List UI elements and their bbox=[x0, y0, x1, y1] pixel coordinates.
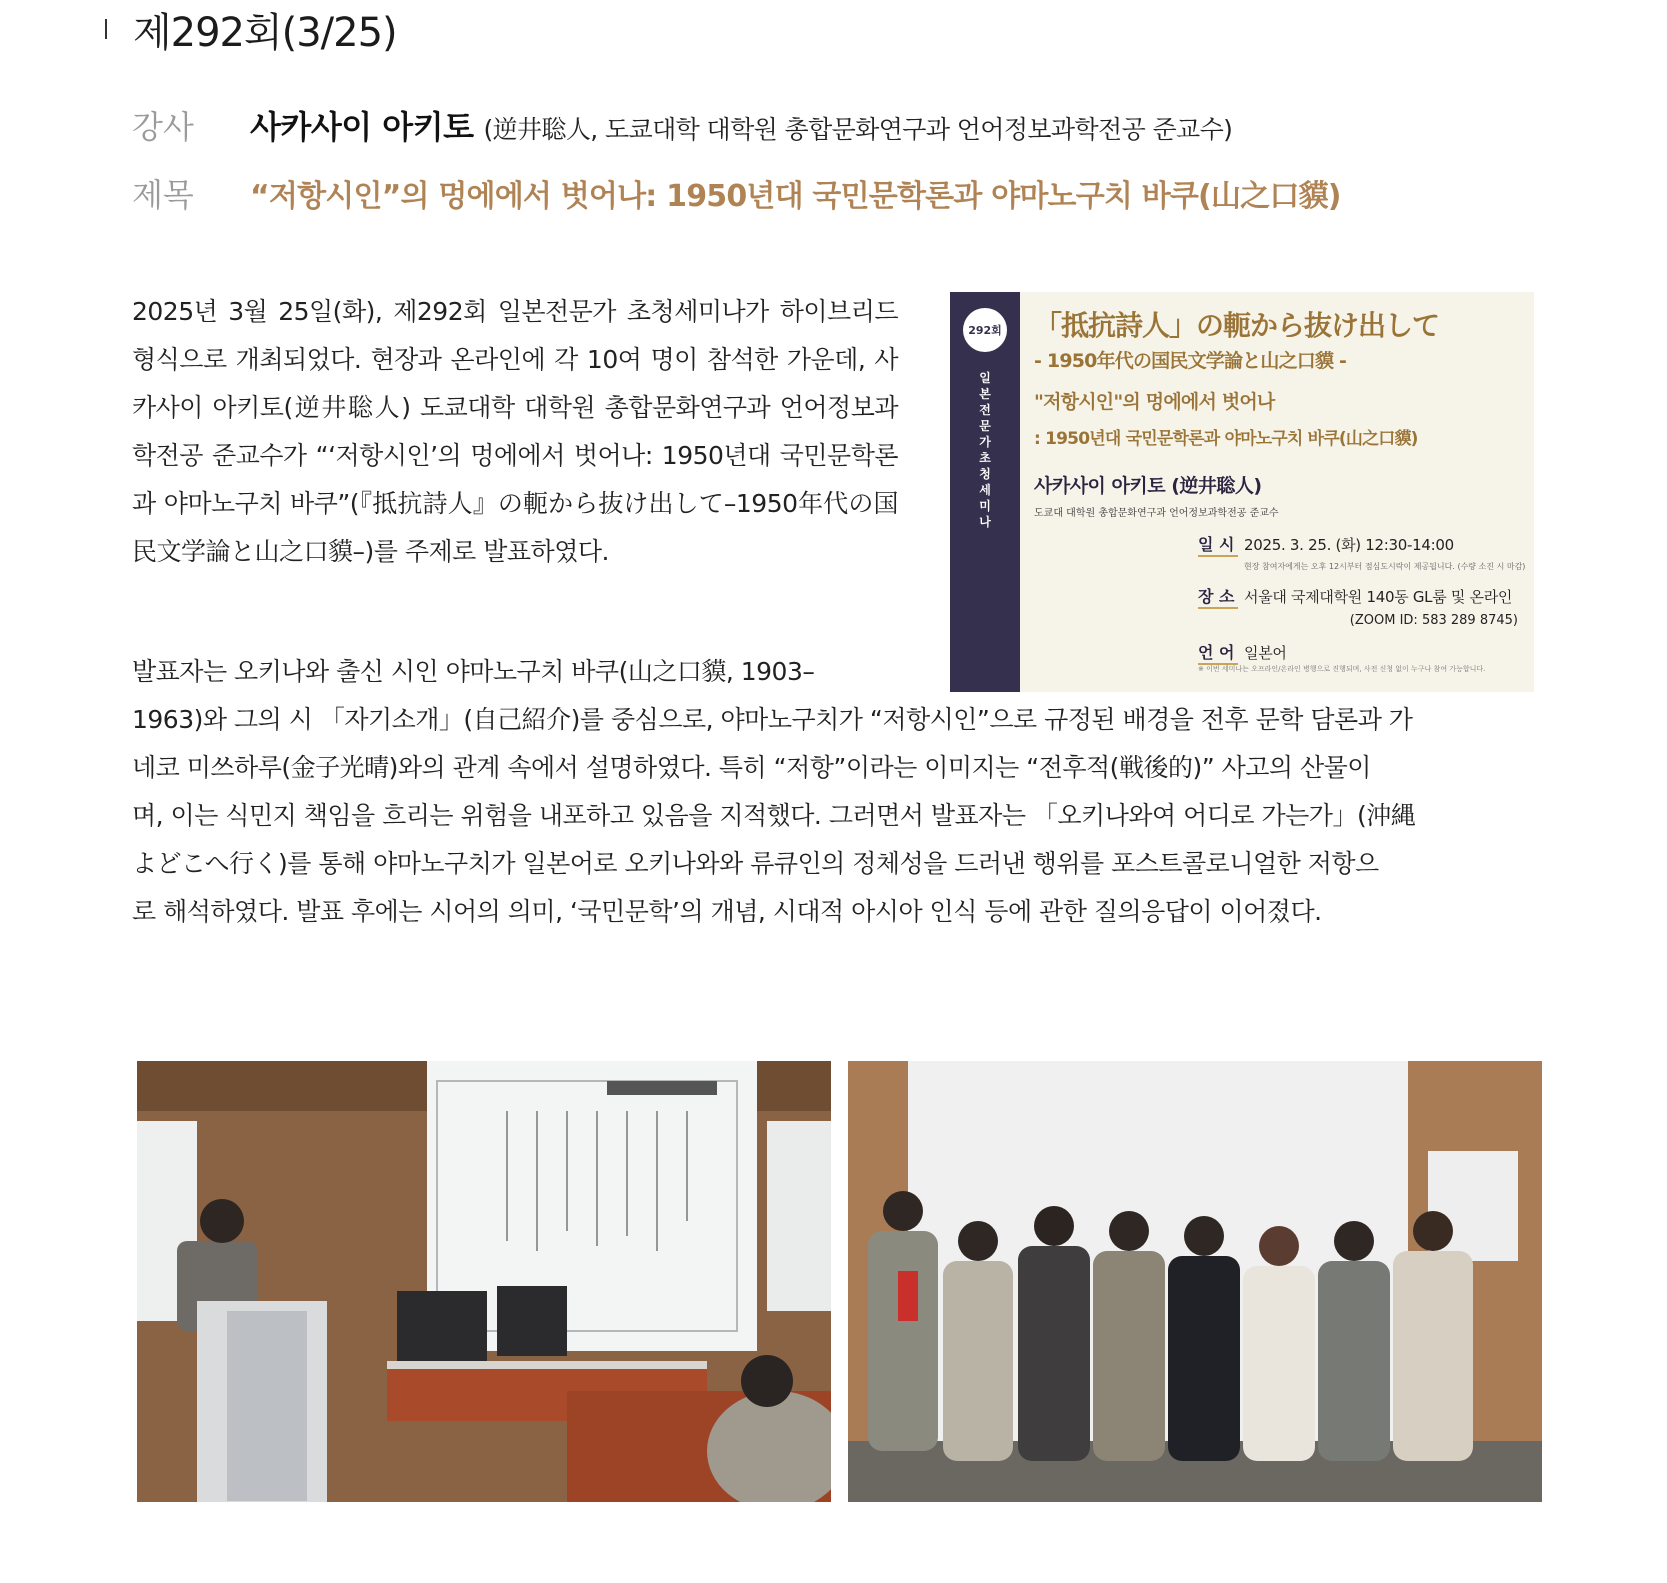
group-photo-image bbox=[848, 1061, 1542, 1502]
poster-speaker: 사카사이 아키토 (逆井聡人) bbox=[1034, 475, 1262, 497]
poster-date-note: 현장 참여자에게는 오후 12시부터 점심도시락이 제공됩니다. (수량 소진 시 마감) bbox=[1244, 562, 1526, 571]
title-label: 제목 bbox=[132, 176, 194, 214]
header-divider bbox=[105, 19, 107, 39]
group-photo bbox=[848, 1061, 1542, 1502]
poster-jp-subtitle: - 1950年代の国民文学論と山之口貘 - bbox=[1034, 350, 1347, 372]
lecture-photo-image bbox=[137, 1061, 831, 1502]
talk-title: “저항시인”의 멍에에서 벗어나: 1950년대 국민문학론과 야마노구치 바쿠(山之口貘) bbox=[250, 179, 1341, 214]
seminar-poster bbox=[950, 292, 1534, 692]
title-row bbox=[132, 170, 1341, 216]
poster-place-row bbox=[1198, 584, 1518, 609]
poster-side-text: 일본전문가 초청세미나 bbox=[979, 371, 991, 529]
poster-main bbox=[1020, 292, 1534, 692]
poster-kr-subtitle: : 1950년대 국민문학론과 야마노구치 바쿠(山之口貘) bbox=[1034, 429, 1418, 449]
paragraph-line: 1963)와 그의 시 「자기소개」(自己紹介)를 중심으로, 야마노구치가 “저항시인”으로 규정된 배경을 전후 문학 담론과 가 bbox=[132, 705, 1413, 734]
page-title: 제292회(3/25) bbox=[133, 9, 397, 56]
paragraph-line: 로 해석하였다. 발표 후에는 시어의 의미, ‘국민문학’의 개념, 시대적 아시아 인식 등에 관한 질의응답이 이어졌다. bbox=[132, 897, 1322, 926]
poster-date-row bbox=[1198, 532, 1518, 557]
paragraph-line: 네코 미쓰하루(金子光晴)와의 관계 속에서 설명하였다. 특히 “저항”이라는 이미지는 “전후적(戦後的)” 사고의 산물이 bbox=[132, 753, 1371, 782]
poster-lang-label: 언 어 bbox=[1198, 640, 1238, 665]
poster-lang-value: 일본어 bbox=[1244, 644, 1287, 662]
section-header bbox=[105, 4, 397, 54]
poster-footnote: ※ 이번 세미나는 오프라인/온라인 병행으로 진행되며, 사전 신청 없이 누구나 참여 가능합니다. bbox=[1198, 665, 1486, 673]
poster-info bbox=[1198, 532, 1526, 665]
poster-place-label: 장 소 bbox=[1198, 584, 1238, 609]
paragraph-line: 며, 이는 식민지 책임을 흐리는 위험을 내포하고 있음을 지적했다. 그러면서 발표자는 「오키나와여 어디로 가는가」(沖縄 bbox=[132, 801, 1416, 830]
poster-zoom-id: (ZOOM ID: 583 289 8745) bbox=[1349, 613, 1518, 628]
poster-sidebar bbox=[950, 292, 1020, 692]
poster-date-label: 일 시 bbox=[1198, 532, 1238, 557]
poster-lang-row bbox=[1198, 640, 1518, 665]
poster-speaker-affiliation: 도쿄대 대학원 총합문화연구과 언어정보과학전공 준교수 bbox=[1034, 508, 1279, 519]
paragraph-line: よどこへ行く)를 통해 야마노구치가 일본어로 오키나와와 류큐인의 정체성을 드러낸 행위를 포스트콜로니얼한 저항으 bbox=[132, 849, 1379, 878]
poster-kr-title: "저항시인"의 멍에에서 벗어나 bbox=[1034, 391, 1275, 413]
paragraph-line: 발표자는 오키나와 출신 시인 야마노구치 바쿠(山之口貘, 1903– bbox=[132, 657, 815, 686]
poster-date-value: 2025. 3. 25. (화) 12:30-14:00 bbox=[1244, 536, 1454, 554]
body-paragraph-1: 2025년 3월 25일(화), 제292회 일본전문가 초청세미나가 하이브리드 형식으로 개최되었다. 현장과 온라인에 각 10여 명이 참석한 가운데, 사카사이 아키토(逆井聡人) 도쿄대학 대학원 총합문화연구과 언어정보과학전공 준교수가 “‘저항시인’의 멍에에서 벗어나: 1950년대 국민문학론과 야마노구치 바쿠”(『抵抗詩人』の軛から抜け出して–1950年代の国民文学論と山之口貘–)를 주제로 발표하였다. bbox=[132, 297, 898, 566]
poster-place-value: 서울대 국제대학원 140동 GL룸 및 온라인 bbox=[1244, 588, 1513, 606]
lecturer-row bbox=[132, 102, 1232, 148]
poster-badge: 292회 bbox=[963, 308, 1007, 352]
lecture-photo bbox=[137, 1061, 831, 1502]
lecturer-affiliation: (逆井聡人, 도쿄대학 대학원 총합문화연구과 언어정보과학전공 준교수) bbox=[483, 115, 1233, 144]
lecturer-label: 강사 bbox=[132, 108, 194, 146]
poster-jp-title: 「抵抗詩人」の軛から抜け出して bbox=[1034, 309, 1440, 342]
lecturer-name: 사카사이 아키토 bbox=[250, 108, 474, 146]
